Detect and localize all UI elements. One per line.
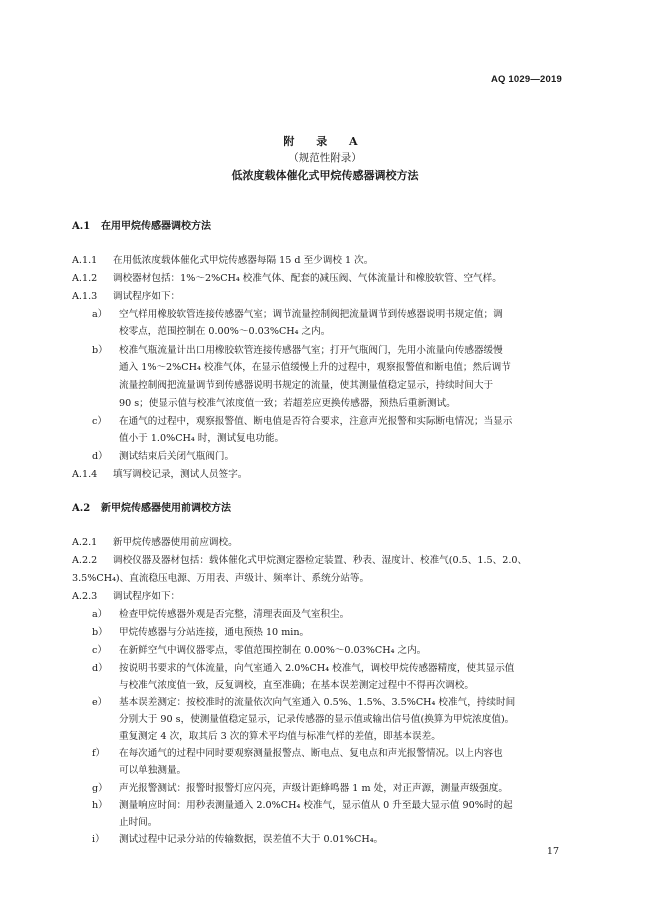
list-item bbox=[92, 448, 234, 462]
item-label: a） bbox=[92, 309, 108, 320]
clause-number: A.2.1 bbox=[72, 537, 98, 548]
section-heading-a2 bbox=[72, 499, 231, 514]
item-text: 止时间。 bbox=[119, 817, 158, 828]
list-item bbox=[92, 606, 349, 620]
item-text: 分别大于 90 s，使测量值稳定显示，记录传感器的显示值或输出信号值(换算为甲烷浓度值)。 bbox=[119, 714, 515, 725]
appendix-title: 附 录 A bbox=[283, 135, 367, 148]
clause-a1-1 bbox=[72, 252, 373, 266]
item-text: 校准气瓶流量计出口用橡胶软管连接传感器气室；打开气瓶阀门，先用小流量向传感器缓慢 bbox=[119, 345, 503, 356]
item-text: 在每次通气的过程中同时要观察测量报警点、断电点、复电点和声光报警情况。以上内容也 bbox=[119, 748, 503, 759]
item-label: b） bbox=[92, 345, 108, 356]
list-item bbox=[92, 642, 426, 656]
section-number: A.2 bbox=[72, 503, 91, 514]
item-label: c） bbox=[92, 645, 107, 656]
item-text: 测量响应时间：用秒表测量通入 2.0%CH₄ 校准气，显示值从 0 升至最大显示值 90%时的起 bbox=[119, 800, 513, 811]
item-label: b） bbox=[92, 627, 108, 638]
list-item bbox=[92, 780, 508, 794]
item-text: 可以单独测量。 bbox=[119, 765, 187, 776]
clause-a1-4 bbox=[72, 466, 247, 480]
item-text: 测试结束后关闭气瓶阀门。 bbox=[119, 451, 235, 462]
item-label: e） bbox=[92, 697, 108, 708]
list-item bbox=[92, 694, 515, 708]
list-item bbox=[92, 745, 503, 759]
list-item bbox=[92, 797, 513, 811]
clause-text: 调试程序如下： bbox=[113, 291, 181, 302]
item-text: 检查甲烷传感器外观是否完整，清理表面及气室积尘。 bbox=[119, 609, 350, 620]
clause-number: A.2.3 bbox=[72, 591, 98, 602]
item-text: 空气样用橡胶软管连接传感器气室；调节流量控制阀把流量调节到传感器说明书规定值；调 bbox=[119, 309, 503, 320]
clause-number: A.1.4 bbox=[72, 469, 98, 480]
item-label: i） bbox=[92, 834, 105, 845]
item-label: h） bbox=[92, 800, 108, 811]
item-label: c） bbox=[92, 416, 107, 427]
appendix-nature: （规范性附录） bbox=[288, 152, 362, 164]
item-text: 与校准气浓度值一致，反复调校，直至准确；在基本误差测定过程中不得再次调校。 bbox=[119, 680, 474, 691]
list-item bbox=[92, 342, 503, 356]
clause-number: A.1.1 bbox=[72, 255, 98, 266]
clause-text: 新甲烷传感器使用前应调校。 bbox=[113, 537, 238, 548]
clause-text: 调校器材包括：1%～2%CH₄ 校准气体、配套的减压阀、气体流量计和橡胶软管、空气样。 bbox=[113, 273, 502, 284]
clause-number: A.1.3 bbox=[72, 291, 98, 302]
item-text: 甲烷传感器与分站连接，通电预热 10 min。 bbox=[119, 627, 310, 638]
item-text: 值小于 1.0%CH₄ 时，测试复电功能。 bbox=[119, 433, 285, 444]
clause-text: 在用低浓度载体催化式甲烷传感器每隔 15 d 至少调校 1 次。 bbox=[113, 255, 374, 266]
clause-number: A.1.2 bbox=[72, 273, 98, 284]
page-number: 17 bbox=[546, 846, 559, 857]
item-text: 流量控制阀把流量调节到传感器说明书规定的流量，使其测量值稳定显示，持续时间大于 bbox=[119, 380, 494, 391]
item-text: 90 s；使显示值与校准气浓度值一致；若超差应更换传感器，预热后重新测试。 bbox=[119, 398, 456, 409]
list-item bbox=[92, 306, 503, 320]
item-text: 重复测定 4 次，取其后 3 次的算术平均值与标准气样的差值，即基本误差。 bbox=[119, 731, 441, 742]
item-text: 测试过程中记录分站的传输数据，误差值不大于 0.01%CH₄。 bbox=[119, 834, 384, 845]
clause-a2-2 bbox=[72, 552, 527, 566]
item-text: 在新鲜空气中调仪器零点，零值范围控制在 0.00%～0.03%CH₄ 之内。 bbox=[119, 645, 427, 656]
clause-a2-3 bbox=[72, 588, 180, 602]
item-text: 声光报警测试：报警时报警灯应闪亮，声级计距蜂鸣器 1 m 处，对正声源，测量声级强度。 bbox=[119, 783, 508, 794]
section-title: 新甲烷传感器使用前调校方法 bbox=[101, 503, 231, 514]
clause-a2-1 bbox=[72, 534, 238, 548]
clause-text: 调试程序如下： bbox=[113, 591, 181, 602]
section-number: A.1 bbox=[72, 221, 91, 232]
item-label: a） bbox=[92, 609, 108, 620]
appendix-name: 低浓度载体催化式甲烷传感器调校方法 bbox=[231, 169, 419, 182]
item-label: d） bbox=[92, 451, 108, 462]
item-text: 按说明书要求的气体流量，向气室通入 2.0%CH₄ 校准气，调校甲烷传感器精度，使其显示值 bbox=[119, 663, 515, 674]
clause-number: A.2.2 bbox=[72, 555, 98, 566]
section-heading-a1 bbox=[72, 217, 211, 232]
item-label: f） bbox=[92, 748, 106, 759]
clause-a1-3 bbox=[72, 288, 180, 302]
clause-text-continued: 3.5%CH₄)、直流稳压电源、万用表、声级计、频率计、系统分站等。 bbox=[72, 573, 370, 584]
list-item bbox=[92, 624, 309, 638]
list-item bbox=[92, 660, 514, 674]
item-text: 通入 1%～2%CH₄ 校准气体，在显示值缓慢上升的过程中，观察报警值和断电值；然后调节 bbox=[119, 362, 511, 373]
item-text: 校零点，范围控制在 0.00%～0.03%CH₄ 之内。 bbox=[119, 326, 331, 337]
section-title: 在用甲烷传感器调校方法 bbox=[101, 221, 211, 232]
clause-a1-2 bbox=[72, 270, 502, 284]
item-label: d） bbox=[92, 663, 108, 674]
list-item bbox=[92, 831, 383, 845]
item-text: 在通气的过程中，观察报警值、断电值是否符合要求，注意声光报警和实际断电情况；当显示 bbox=[119, 416, 513, 427]
clause-text: 调校仪器及器材包括：载体催化式甲烷测定器检定装置、秒表、湿度计、校准气(0.5、1.5、2.0、 bbox=[113, 555, 528, 566]
item-label: g） bbox=[92, 783, 108, 794]
clause-text: 填写调校记录，测试人员签字。 bbox=[113, 469, 248, 480]
item-text: 基本误差测定：按校准时的流量依次向气室通入 0.5%、1.5%、3.5%CH₄ 校准气，持续时间 bbox=[119, 697, 516, 708]
standard-code: AQ 1029—2019 bbox=[490, 74, 562, 85]
list-item bbox=[92, 413, 512, 427]
